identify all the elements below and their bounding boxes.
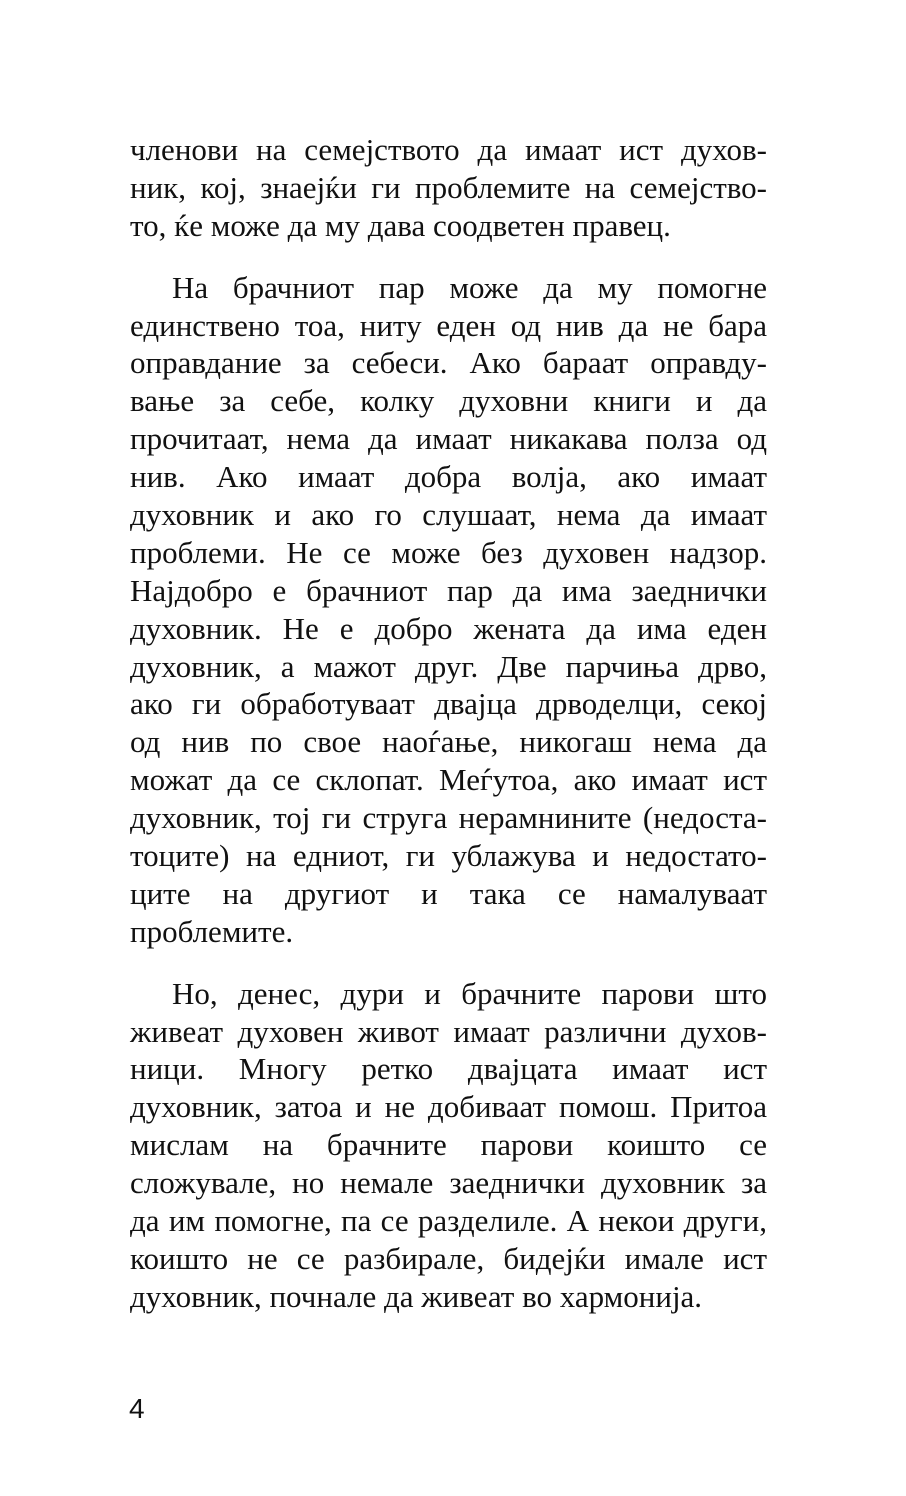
paragraph-3 xyxy=(130,975,767,1316)
text-line: Најдобро е брачниот пар да има заеднички xyxy=(130,572,767,608)
text-line: членови на семејството да имаат ист духов- xyxy=(130,132,767,167)
text-line: живеат духовен живот имаат различни духов- xyxy=(130,1013,767,1049)
text-line: можат да се склопат. Меѓутоа, ако имаат ист xyxy=(130,762,767,798)
text-line: мислам на брачните парови коишто се xyxy=(130,1127,767,1163)
text-line: сложувале, но немале заеднички духовник за xyxy=(130,1165,767,1201)
page-number: 4 xyxy=(129,1393,145,1424)
page-body xyxy=(130,131,767,1316)
text-line: единствено тоа, ниту еден од нив да не бара xyxy=(130,307,767,343)
text-line: духовник и ако го слушаат, нема да имаат xyxy=(130,497,767,533)
text-line: ако ги обработуваат двајца дрводелци, секој xyxy=(130,686,767,722)
text-line: то, ќе може да му дава соодветен правец. xyxy=(130,207,671,243)
text-line: духовник, а мажот друг. Две парчиња дрво, xyxy=(130,648,767,684)
text-line: На брачниот пар може да му помогне xyxy=(172,269,767,305)
text-line: прочитаат, нема да имаат никакава полза од xyxy=(130,421,767,457)
text-line: духовник, почнале да живеат во хармонија. xyxy=(130,1278,703,1314)
text-line: нив. Ако имаат добра волја, ако имаат xyxy=(130,459,767,495)
text-line: вање за себе, колку духовни книги и да xyxy=(130,383,767,419)
text-line: од нив по свое наоѓање, никогаш нема да xyxy=(130,724,767,760)
text-line: да им помогне, па се разделиле. А некои други, xyxy=(130,1203,767,1239)
text-line: коишто не се разбирале, бидејќи имале ист xyxy=(130,1240,767,1276)
text-line: духовник, затоа и не добиваат помош. Притоа xyxy=(130,1089,767,1125)
text-line: ници. Многу ретко двајцата имаат ист xyxy=(130,1051,767,1087)
text-line: духовник, тој ги струга нерамнините (недоста- xyxy=(130,800,767,836)
text-line: оправдание за себеси. Ако бараат оправду- xyxy=(130,345,767,381)
text-line: тоците) на едниот, ги ублажува и недостато- xyxy=(130,838,767,874)
text-line: проблемите. xyxy=(130,913,294,949)
text-line: проблеми. Не се може без духовен надзор. xyxy=(130,534,767,570)
text-line: Но, денес, дури и брачните парови што xyxy=(172,975,767,1011)
text-line: духовник. Не е добро жената да има еден xyxy=(130,610,767,646)
text-line: ците на другиот и така се намалуваат xyxy=(130,875,767,911)
paragraph-1 xyxy=(130,131,767,245)
text-line: ник, кој, знаејќи ги проблемите на семејство- xyxy=(130,169,767,205)
paragraph-2 xyxy=(130,269,767,951)
